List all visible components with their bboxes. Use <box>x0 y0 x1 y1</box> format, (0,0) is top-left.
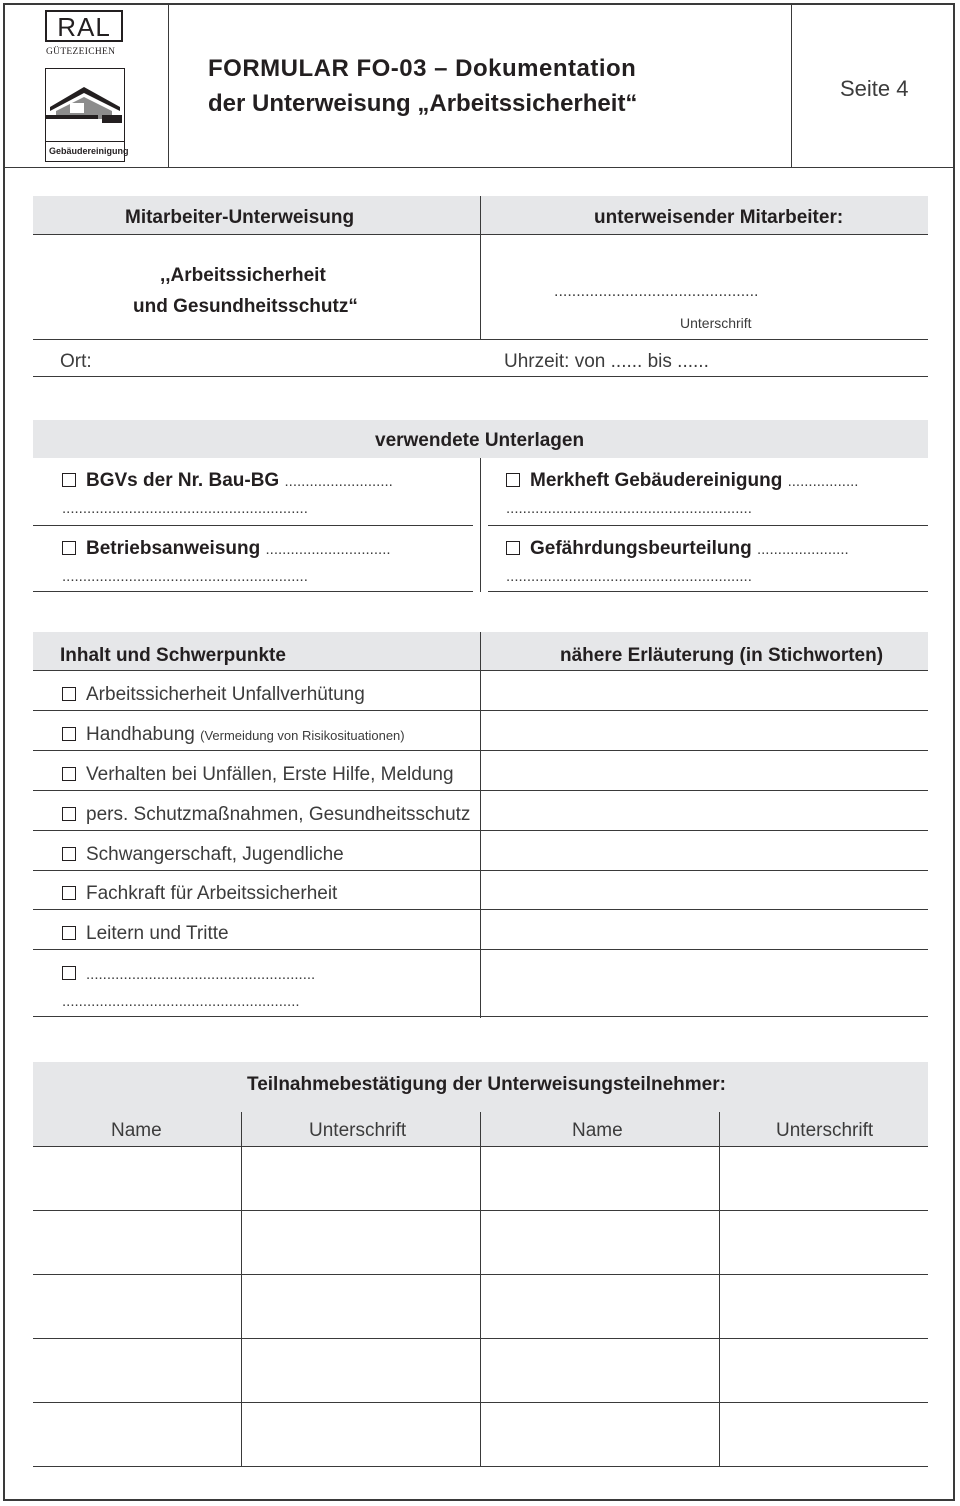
item-betriebsanweisung[interactable]: Betriebsanweisung .............................. <box>62 539 391 558</box>
col-signature-1: Unterschrift <box>309 1120 407 1141</box>
item-gefaehrdung-dots: ........................................................... <box>506 568 752 585</box>
ort-field[interactable]: Ort: <box>60 351 92 372</box>
checkbox[interactable] <box>506 541 520 555</box>
checkbox[interactable] <box>506 473 520 487</box>
topic-item[interactable]: Arbeitssicherheit Unfallverhütung <box>62 685 365 704</box>
item-merkheft-dots: ........................................................... <box>506 500 752 517</box>
section3-left-header: Inhalt und Schwerpunkte <box>60 645 286 666</box>
col-name-1: Name <box>111 1120 162 1141</box>
section1-left-header: Mitarbeiter-Unterweisung <box>125 207 355 228</box>
section4-col-divider-2 <box>480 1112 481 1466</box>
section3-divider <box>480 632 481 1018</box>
checkbox[interactable] <box>62 926 76 940</box>
building-icon <box>46 71 123 131</box>
topic-item-blank-dots: ......................................................... <box>62 993 300 1010</box>
checkbox[interactable] <box>62 767 76 781</box>
header-divider-left <box>168 3 169 168</box>
ral-mark-box <box>45 10 123 42</box>
signature-row[interactable] <box>33 1274 928 1275</box>
signature-row[interactable] <box>33 1402 928 1403</box>
topic-item[interactable]: Leitern und Tritte <box>62 924 229 943</box>
checkbox[interactable] <box>62 886 76 900</box>
checkbox[interactable] <box>62 727 76 741</box>
header-bottom-line <box>3 167 955 168</box>
signature-row[interactable] <box>33 1210 928 1211</box>
checkbox[interactable] <box>62 473 76 487</box>
section2-divider <box>480 458 481 592</box>
topic-line1: ,,Arbeitssicherheit <box>160 265 326 286</box>
form-title-line1: FORMULAR FO-03 – Dokumentation <box>208 55 637 82</box>
ral-mark: RAL <box>57 12 111 42</box>
signature-row[interactable] <box>33 1338 928 1339</box>
form-title-line2: der Unterweisung „Arbeitssicherheit“ <box>208 90 638 117</box>
topic-item[interactable]: Schwangerschaft, Jugendliche <box>62 845 344 864</box>
logo-badge <box>45 68 129 162</box>
header-divider-right <box>791 3 792 168</box>
page-number: Seite 4 <box>840 76 909 101</box>
item-bgvs[interactable]: BGVs der Nr. Bau-BG .......................... <box>62 471 393 490</box>
section3-right-header: nähere Erläuterung (in Stichworten) <box>560 645 884 666</box>
section4-col-divider-1 <box>241 1112 242 1466</box>
topic-item[interactable]: Fachkraft für Arbeitssicherheit <box>62 884 337 903</box>
item-bgvs-dots: ........................................................... <box>62 500 308 517</box>
ral-sub: GÜTEZEICHEN <box>46 47 116 57</box>
checkbox[interactable] <box>62 807 76 821</box>
topic-line2: und Gesundheitsschutz“ <box>133 296 358 317</box>
topic-item[interactable]: pers. Schutzmaßnahmen, Gesundheitsschutz <box>62 805 470 824</box>
col-signature-2: Unterschrift <box>776 1120 874 1141</box>
ral-logo <box>45 10 127 162</box>
checkbox[interactable] <box>62 687 76 701</box>
section4-col-divider-3 <box>719 1112 720 1466</box>
signature-line[interactable]: .............................................. <box>554 283 759 300</box>
section1-divider <box>480 196 481 340</box>
topic-item[interactable]: Handhabung (Vermeidung von Risikosituationen) <box>62 725 405 744</box>
item-gefaehrdung[interactable]: Gefährdungsbeurteilung ...................... <box>506 539 849 558</box>
checkbox[interactable] <box>62 966 76 980</box>
checkbox[interactable] <box>62 847 76 861</box>
checkbox[interactable] <box>62 541 76 555</box>
section2-header: verwendete Unterlagen <box>375 430 585 451</box>
section1-right-header: unterweisender Mitarbeiter: <box>594 207 844 228</box>
time-field[interactable]: Uhrzeit: von ...... bis ...... <box>504 351 709 372</box>
section4-header: Teilnahmebestätigung der Unterweisungsteilnehmer: <box>247 1074 726 1095</box>
item-merkheft[interactable]: Merkheft Gebäudereinigung ................. <box>506 471 858 490</box>
col-name-2: Name <box>572 1120 623 1141</box>
signature-label: Unterschrift <box>680 315 752 331</box>
topic-item-blank[interactable]: ....................................................... <box>62 964 315 983</box>
logo-label: Gebäudereinigung <box>49 146 129 156</box>
topic-item[interactable]: Verhalten bei Unfällen, Erste Hilfe, Meldung <box>62 765 454 784</box>
signature-row[interactable] <box>33 1466 928 1467</box>
item-betriebsanweisung-dots: ........................................................... <box>62 568 308 585</box>
